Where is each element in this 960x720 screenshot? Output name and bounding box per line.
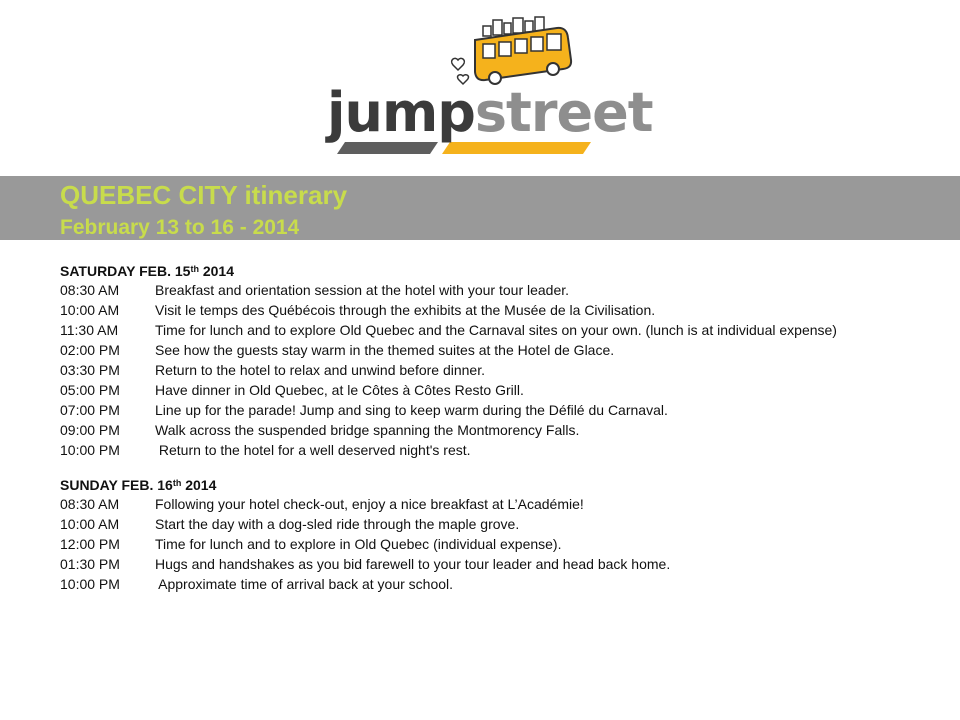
schedule-row — [60, 442, 940, 458]
schedule-time: 07:00 PM — [60, 402, 120, 418]
day-heading-suffix: th — [190, 264, 199, 274]
schedule-description: Time for lunch and to explore in Old Quebec (individual expense). — [155, 536, 562, 552]
day-heading-year: 2014 — [198, 263, 234, 279]
day-heading-suffix: th — [172, 478, 182, 488]
schedule-time: 01:30 PM — [60, 556, 120, 572]
schedule-time: 02:00 PM — [60, 342, 120, 358]
schedule-time: 11:30 AM — [60, 322, 119, 338]
schedule-time: 12:00 PM — [60, 536, 120, 552]
itinerary — [60, 262, 940, 596]
schedule-row — [60, 382, 940, 398]
schedule-row — [60, 342, 940, 358]
schedule-description: Breakfast and orientation session at the hotel with your tour leader. — [155, 282, 570, 298]
schedule-row — [60, 496, 940, 512]
schedule-row — [60, 362, 940, 378]
schedule-description: Time for lunch and to explore Old Quebec and the Carnaval sites on your own. (lunch is at individual expense) — [155, 322, 837, 338]
day-heading — [60, 476, 940, 494]
schedule-row — [60, 302, 940, 318]
schedule-description: Start the day with a dog-sled ride through the maple grove. — [155, 516, 520, 532]
day-sunday — [60, 476, 940, 592]
schedule-time: 10:00 AM — [60, 302, 120, 318]
schedule-row — [60, 536, 940, 552]
schedule-description: Have dinner in Old Quebec, at le Côtes à Côtes Resto Grill. — [155, 382, 524, 398]
schedule-description: Walk across the suspended bridge spanning the Montmorency Falls. — [155, 422, 580, 438]
page-title: QUEBEC CITY itinerary — [60, 180, 348, 210]
schedule-description: See how the guests stay warm in the themed suites at the Hotel de Glace. — [155, 342, 615, 358]
schedule-time: 10:00 PM — [60, 576, 120, 592]
schedule-description: Hugs and handshakes as you bid farewell to your tour leader and head back home. — [155, 556, 671, 572]
schedule-row — [60, 516, 940, 532]
schedule-time: 09:00 PM — [60, 422, 120, 438]
schedule-description: Return to the hotel to relax and unwind before dinner. — [155, 362, 485, 378]
schedule-time: 03:30 PM — [60, 362, 120, 378]
logo-wordmark — [327, 81, 653, 144]
schedule-description: Approximate time of arrival back at your school. — [155, 576, 454, 592]
page-subtitle: February 13 to 16 - 2014 — [60, 216, 300, 239]
schedule-row — [60, 576, 940, 592]
schedule-time: 10:00 PM — [60, 442, 120, 458]
schedule-time: 08:30 AM — [60, 496, 120, 512]
schedule-row — [60, 556, 940, 572]
schedule-description: Return to the hotel for a well deserved night's rest. — [155, 442, 471, 458]
logo-word-jump: jump — [327, 81, 475, 144]
day-saturday — [60, 262, 940, 458]
day-heading-text: SATURDAY FEB. 15 — [60, 263, 191, 279]
day-heading-year: 2014 — [181, 477, 217, 493]
day-heading-text: SUNDAY FEB. 16 — [60, 477, 173, 493]
schedule-row — [60, 322, 940, 338]
schedule-time: 08:30 AM — [60, 282, 120, 298]
schedule-time: 05:00 PM — [60, 382, 120, 398]
day-heading — [60, 262, 940, 280]
schedule-description: Line up for the parade! Jump and sing to keep warm during the Défilé du Carnaval. — [155, 402, 668, 418]
schedule-time: 10:00 AM — [60, 516, 120, 532]
schedule-row — [60, 282, 940, 298]
schedule-row — [60, 422, 940, 438]
schedule-description: Following your hotel check-out, enjoy a nice breakfast at L’Académie! — [155, 496, 584, 512]
schedule-description: Visit le temps des Québécois through the exhibits at the Musée de la Civilisation. — [155, 302, 656, 318]
logo-word-street: street — [474, 81, 653, 144]
jumpstreet-logo — [325, 8, 653, 163]
schedule-row — [60, 402, 940, 418]
